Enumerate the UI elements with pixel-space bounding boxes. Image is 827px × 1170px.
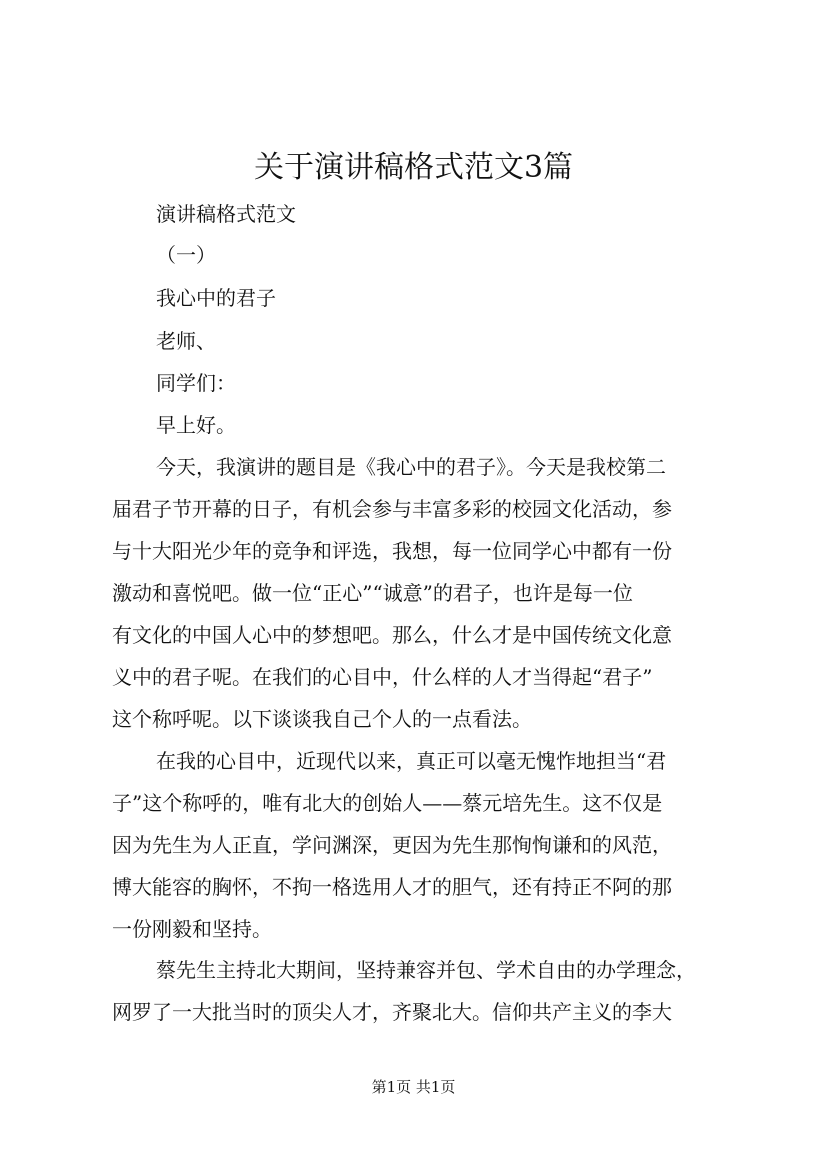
paragraph-line: 有文化的中国人心中的梦想吧。那么，什么才是中国传统文化意: [112, 623, 672, 647]
paragraph-line: 届君子节开幕的日子，有机会参与丰富多彩的校园文化活动，参: [112, 497, 672, 521]
page-footer: 第1页 共1页: [371, 1078, 456, 1096]
paragraph-line: 在我的心目中，近现代以来，真正可以毫无愧怍地担当“君: [156, 749, 667, 773]
paragraph-line: 蔡先生主持北大期间，坚持兼容并包、学术自由的办学理念，: [156, 958, 696, 982]
paragraph-line: 这个称呼呢。以下谈谈我自己个人的一点看法。: [112, 707, 532, 731]
paragraph-line: 因为先生为人正直，学问渊深，更因为先生那恂恂谦和的风范，: [112, 833, 672, 857]
greeting-line: 同学们：: [156, 371, 236, 395]
paragraph-line: 与十大阳光少年的竞争和评选，我想，每一位同学心中都有一份: [112, 539, 672, 563]
section-number-line: （一）: [156, 243, 216, 267]
paragraph-line: 一份刚毅和坚持。: [112, 917, 272, 941]
paragraph-line: 激动和喜悦吧。做一位“正心”“诚意”的君子，也许是每一位: [112, 581, 633, 605]
document-title: 关于演讲稿格式范文3篇: [253, 150, 574, 185]
paragraph-line: 子”这个称呼的，唯有北大的创始人——蔡元培先生。这不仅是: [112, 791, 663, 815]
paragraph-line: 网罗了一大批当时的顶尖人才，齐聚北大。信仰共产主义的李大: [112, 1000, 672, 1024]
paragraph-line: 博大能容的胸怀，不拘一格选用人才的胆气，还有持正不阿的那: [112, 875, 672, 899]
subtitle-line: 演讲稿格式范文: [156, 202, 296, 226]
greeting-line: 老师、: [156, 329, 216, 353]
paragraph-line: 今天，我演讲的题目是《我心中的君子》。今天是我校第二: [156, 455, 666, 479]
speech-title-line: 我心中的君子: [156, 286, 276, 310]
greeting-line: 早上好。: [156, 413, 236, 437]
paragraph-line: 义中的君子呢。在我们的心目中，什么样的人才当得起“君子”: [112, 665, 653, 689]
